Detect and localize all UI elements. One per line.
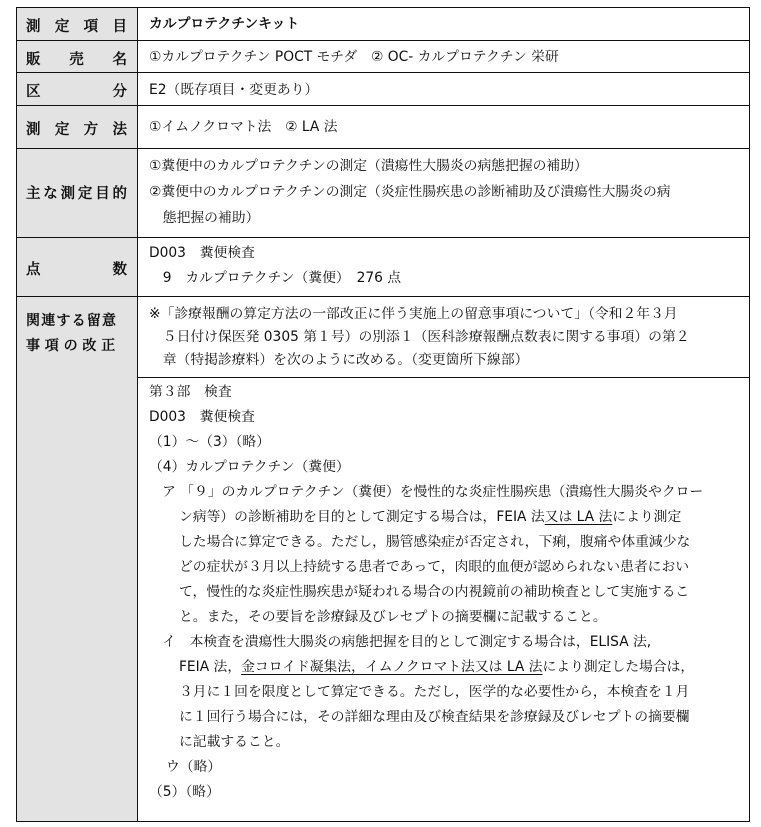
body-line: に１回行う場合には，その詳細な理由及び検査結果を診療録及びレセプトの摘要欄: [179, 709, 690, 725]
points-line: D003 糞便検査: [149, 245, 255, 261]
row-points: [17, 238, 749, 297]
purpose-line: 態把握の補助）: [149, 210, 260, 226]
row-purpose: [17, 149, 749, 238]
header-label: 測 定 項 目: [26, 19, 127, 35]
header-cell: [17, 41, 138, 72]
header-cell: [17, 8, 138, 40]
header-label: 区 分: [26, 84, 127, 100]
header-label: 測 定 方 法: [26, 122, 127, 138]
body-line: ３月に１回を限度として算定できる。ただし，医学的な必要性から，本検査を１月: [179, 684, 690, 700]
body-line: に記載すること。: [179, 734, 290, 750]
body-line: ア 「９」のカルプロテクチン（糞便）を慢性的な炎症性腸疾患（潰瘍性大腸炎やクロー: [162, 484, 704, 500]
body-line: FEIA 法，金コロイド凝集法，イムノクロマト法又は LA 法により測定した場合は，: [179, 659, 695, 675]
header-cell: [17, 106, 138, 148]
header-cell: [17, 149, 138, 237]
product-value: ①カルプロテクチン POCT モチダ ② OC- カルプロテクチン 栄研: [149, 49, 559, 65]
body-line: ン病等）の診断補助を目的として測定する場合は，FEIA 法又は LA 法により測定: [179, 509, 682, 525]
notice-line: ５日付け保医発 0305 第１号）の別添１（医科診療報酬点数表に関する事項）の第２: [149, 329, 690, 345]
purpose-line: ①糞便中のカルプロテクチンの測定（潰瘍性大腸炎の病態把握の補助）: [149, 158, 588, 174]
row-category: [17, 73, 749, 106]
underlined-change: 金コロイド凝集法，イムノクロマト法又は LA 法: [241, 659, 543, 675]
header-cell: [17, 238, 138, 296]
section-heading: 第３部 検査: [149, 384, 232, 400]
row-notice: [17, 297, 749, 821]
header-label: 点 数: [26, 262, 127, 278]
document-table: [16, 7, 750, 822]
row-method: [17, 106, 749, 149]
underlined-change: 又は LA 法: [544, 509, 613, 525]
header-label: 販 売 名: [26, 52, 127, 68]
subsection-heading: D003 糞便検査: [149, 409, 255, 425]
purpose-line: ②糞便中のカルプロテクチンの測定（炎症性腸疾患の診断補助及び潰瘍性大腸炎の病: [149, 184, 671, 200]
body-line: イ 本検査を潰瘍性大腸炎の病態把握を目的として測定する場合は，ELISA 法,: [162, 634, 652, 650]
header-cell: [17, 73, 138, 105]
body-line: ウ（略）: [166, 759, 222, 775]
body-line: て，慢性的な炎症性腸疾患が疑われる場合の内視鏡前の補助検査として実施するこ: [179, 584, 690, 600]
notice-line: ※「診療報酬の算定方法の一部改正に伴う実施上の留意事項について」（令和２年３月: [149, 306, 678, 322]
notice-line: 章（特掲診療料）を次のように改める。（変更箇所下線部）: [149, 352, 529, 368]
header-label: 関連する留意: [26, 313, 118, 329]
row-item: [17, 8, 749, 41]
header-label: 主 な 測 定 目 的: [26, 186, 127, 202]
item-value: カルプロテクチンキット: [149, 16, 300, 32]
category-value: E2（既存項目・変更あり）: [149, 82, 319, 98]
body-line: と。また，その要旨を診療録及びレセプトの摘要欄に記載すること。: [179, 609, 607, 625]
points-line: 9 カルプロテクチン（糞便） 276 点: [149, 270, 402, 286]
body-line: した場合に算定できる。ただし，腸管感染症が否定され，下痢，腹痛や体重減少な: [179, 534, 691, 550]
row-product: [17, 41, 749, 73]
body-line: （5）（略）: [149, 784, 220, 800]
header-label: 事項の改正: [26, 338, 120, 354]
body-line: （1）～（3）（略）: [149, 434, 271, 450]
amendment-body: [138, 378, 749, 821]
method-value: ①イムノクロマト法 ② LA 法: [149, 119, 338, 135]
body-line: （4）カルプロテクチン（糞便）: [149, 459, 350, 475]
body-line: どの症状が３月以上持続する患者であって，肉眼的血便が認められない患者におい: [179, 559, 690, 575]
header-cell: [17, 297, 138, 821]
